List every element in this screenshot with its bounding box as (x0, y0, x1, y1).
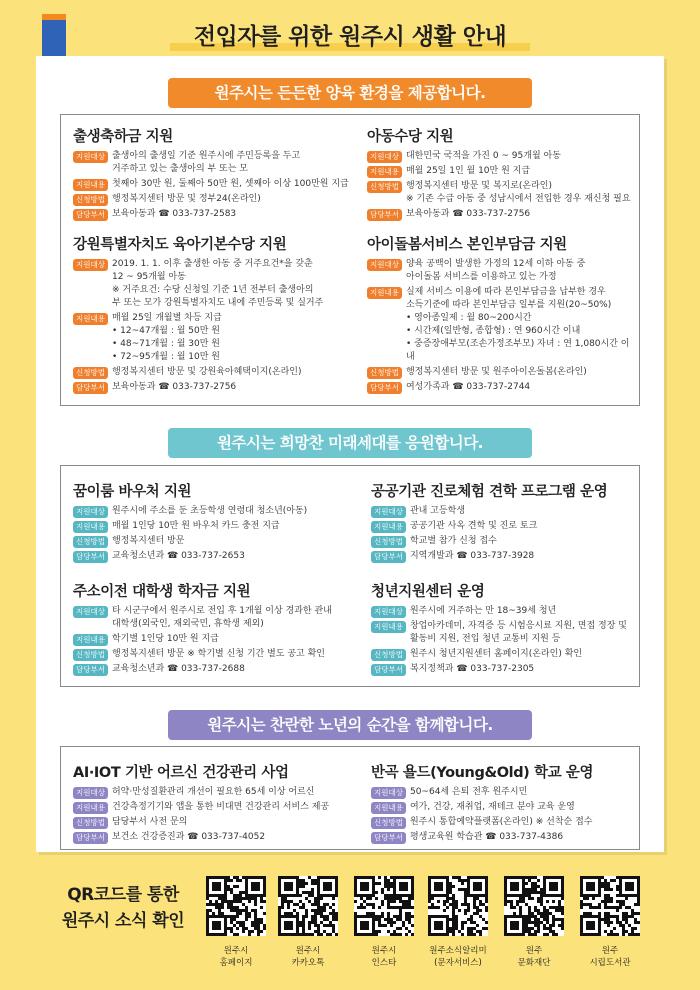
row-text (406, 286, 637, 364)
info-row (371, 535, 637, 548)
row-text-line: 행정복지센터 방문 (111, 536, 185, 546)
row-text (112, 786, 315, 799)
row-text-line: 대한민국 국적을 가진 0 ~ 95개월 아동 (405, 151, 561, 161)
qr-label: 카카오톡 (291, 958, 325, 968)
row-text (112, 366, 302, 379)
row-text-line: 보육아동과 ☎ 033-737-2583 (111, 209, 237, 219)
qr-kakaotalk[interactable] (272, 876, 344, 969)
row-tag: 지원대상 (73, 787, 108, 799)
row-text-line: 여성가족과 ☎ 033-737-2744 (405, 382, 531, 392)
row-text-line: 원주시 통합예약플랫폼(온라인) ※ 선착순 접수 (409, 817, 593, 827)
row-tag: 지원대상 (371, 506, 406, 518)
card-senior-healthcare (73, 761, 363, 846)
row-tag: 신청방법 (371, 649, 406, 661)
row-text (410, 520, 537, 533)
info-row (371, 605, 637, 618)
row-text (112, 663, 245, 676)
card-birth-grant (73, 125, 359, 223)
row-text (406, 258, 585, 284)
card-child-allowance (367, 125, 633, 223)
info-row (73, 648, 363, 661)
row-text (112, 381, 236, 394)
card-title: 주소이전 대학생 학자금 지원 (73, 584, 251, 600)
info-row (73, 786, 363, 799)
row-text-line: 행정복지센터 방문 및 정부24(온라인) (111, 194, 261, 204)
row-tag: 담당부서 (371, 832, 406, 844)
card-title: 아이돌봄서비스 본인부담금 지원 (367, 237, 567, 253)
row-tag: 지원내용 (367, 287, 402, 299)
row-text-line: 공공기관 사옥 견학 및 진로 토크 (409, 521, 538, 531)
info-row (371, 663, 637, 676)
row-tag: 담당부서 (73, 664, 108, 676)
info-row (367, 286, 637, 364)
qr-label: 원주 (525, 946, 543, 956)
row-tag: 담당부서 (367, 209, 402, 221)
qr-label: 문화재단 (517, 958, 551, 968)
row-text-line: ※ 기존 수급 아동 중 성남시에서 전입한 경우 재신청 필요 (405, 194, 631, 204)
row-text (112, 831, 265, 844)
row-text-line: 행정복지센터 방문 및 강원육아혜택이지(온라인) (111, 367, 302, 377)
row-text-line: 원주시에 거주하는 만 18~39세 청년 (409, 606, 557, 616)
row-text-line: ※ 거주요건: 수당 신청일 기준 1년 전부터 출생아의 (111, 285, 314, 295)
info-row (73, 178, 359, 191)
row-tag: 지원대상 (73, 506, 108, 518)
row-text-line: • 48~71개월 : 월 30만 원 (111, 339, 220, 349)
info-row (367, 258, 637, 284)
row-text (112, 535, 184, 548)
card-title: 출생축하금 지원 (73, 129, 173, 145)
row-tag: 신청방법 (371, 536, 406, 548)
row-tag: 지원대상 (367, 259, 402, 271)
row-tag: 담당부서 (367, 382, 402, 394)
row-tag: 지원대상 (367, 151, 402, 163)
row-text-line: 실제 서비스 이용에 따라 본인부담금을 납부한 경우 (405, 287, 606, 297)
info-row (371, 550, 637, 563)
info-row (73, 801, 363, 814)
info-row (73, 366, 359, 379)
row-text (112, 312, 222, 364)
row-text (112, 520, 280, 533)
card-career-tour (371, 480, 637, 565)
info-row (371, 620, 637, 646)
card-title: 반곡 욜드(Young&Old) 학교 운영 (371, 765, 594, 781)
qr-city-library[interactable] (574, 876, 646, 969)
info-row (73, 150, 359, 176)
card-title: 아동수당 지원 (367, 129, 454, 145)
row-tag: 지원대상 (73, 606, 108, 618)
card-parenting-allowance (73, 233, 359, 396)
row-tag: 담당부서 (73, 209, 108, 221)
row-text-line: 행정복지센터 방문 ※ 학기별 신청 기간 별도 공고 확인 (111, 649, 325, 659)
row-tag: 신청방법 (73, 536, 108, 548)
row-text (410, 786, 527, 799)
row-text (410, 550, 534, 563)
card-title: 청년지원센터 운영 (371, 584, 485, 600)
info-row (73, 193, 359, 206)
info-row (73, 663, 363, 676)
row-text-line: 부 또는 모가 강원특별자치도 내에 주민등록 및 실거주 (111, 298, 324, 308)
row-text-line: 보건소 건강증진과 ☎ 033-737-4052 (111, 832, 266, 842)
row-tag: 지원내용 (73, 313, 108, 325)
row-text-line: 평생교육원 학습관 ☎ 033-737-4386 (409, 832, 564, 842)
row-tag: 담당부서 (73, 551, 108, 563)
info-row (371, 786, 637, 799)
row-text (410, 648, 582, 661)
qr-title-line: QR코드를 통한 (67, 885, 179, 905)
qr-code-icon[interactable] (428, 876, 488, 936)
row-text-line: 교육청소년과 ☎ 033-737-2688 (111, 664, 245, 674)
info-row (371, 648, 637, 661)
row-text-line: 매월 25일 개월별 차등 지급 (111, 313, 222, 323)
row-text (410, 620, 627, 646)
info-row (73, 258, 359, 310)
row-text-line: 여가, 건강, 재취업, 재테크 분야 교육 운영 (409, 802, 575, 812)
info-row (73, 208, 359, 221)
info-row (73, 535, 363, 548)
section-banner-childcare: 원주시는 든든한 양육 환경을 제공합니다. (168, 78, 532, 108)
row-text (406, 165, 530, 178)
row-text-line: 행정복지센터 방문 및 원주아이온돌봄(온라인) (405, 367, 587, 377)
qr-code-icon[interactable] (354, 876, 414, 936)
row-text-line: 아이돌봄 서비스를 이용하고 있는 가정 (405, 272, 557, 282)
card-title: AI·IOT 기반 어르신 건강관리 사업 (73, 765, 289, 781)
row-text-line: 관내 고등학생 (409, 506, 466, 516)
row-tag: 신청방법 (73, 817, 108, 829)
qr-code-icon[interactable] (278, 876, 338, 936)
row-text-line: 매월 25일 1인 월 10만 원 지급 (405, 166, 531, 176)
row-text-line: 창업아카데미, 자격증 등 시험응시료 지원, 면접 정장 및 (409, 621, 628, 631)
qr-homepage[interactable] (200, 876, 272, 969)
row-text (406, 381, 530, 394)
section-banner-youth: 원주시는 희망찬 미래세대를 응원합니다. (168, 428, 532, 458)
row-tag: 담당부서 (73, 382, 108, 394)
qr-code-icon[interactable] (580, 876, 640, 936)
row-tag: 신청방법 (371, 817, 406, 829)
row-tag: 담당부서 (371, 551, 406, 563)
qr-section-title (48, 882, 198, 934)
row-tag: 지원내용 (371, 521, 406, 533)
row-text (410, 663, 534, 676)
row-text-line: • 12~47개월 : 월 50만 원 (111, 326, 220, 336)
row-tag: 지원대상 (371, 606, 406, 618)
qr-culture-foundation[interactable] (498, 876, 570, 969)
row-text-line: 지역개발과 ☎ 033-737-3928 (409, 551, 535, 561)
row-tag: 지원대상 (73, 151, 108, 163)
row-text-line: 학기별 1인당 10만 원 지급 (111, 634, 219, 644)
info-row (73, 505, 363, 518)
qr-title-line: 원주시 소식 확인 (61, 911, 185, 931)
row-text (112, 505, 307, 518)
qr-label: 시립도서관 (589, 958, 631, 968)
qr-code-icon[interactable] (504, 876, 564, 936)
row-text-line: 2019. 1. 1. 이후 출생한 아동 중 거주요건*을 갖춘 (111, 259, 313, 269)
qr-label: 원주소식알리미 (429, 946, 487, 956)
row-text-line: 교육청소년과 ☎ 033-737-2653 (111, 551, 245, 561)
qr-sms-news[interactable] (422, 876, 494, 969)
row-text-line: 거주하고 있는 출생아의 부 또는 모 (111, 164, 249, 174)
row-tag: 지원내용 (371, 802, 406, 814)
row-tag: 지원대상 (73, 259, 108, 271)
row-text-line: 12 ~ 95개월 아동 (111, 272, 186, 282)
row-text-line: 타 시군구에서 원주시로 전입 후 1개월 이상 경과한 관내 (111, 606, 332, 616)
qr-code-icon[interactable] (206, 876, 266, 936)
row-tag: 담당부서 (371, 664, 406, 676)
row-text-line: 보육아동과 ☎ 033-737-2756 (111, 382, 237, 392)
row-text (112, 550, 245, 563)
row-text-line: • 72~95개월 : 월 10만 원 (111, 352, 220, 362)
section-box-seniors (60, 746, 640, 850)
qr-label: 원주시 (223, 946, 249, 956)
row-tag: 신청방법 (367, 367, 402, 379)
qr-label: 인스타 (371, 958, 397, 968)
row-tag: 지원대상 (371, 787, 406, 799)
info-row (367, 208, 633, 221)
qr-label: 원주 (601, 946, 619, 956)
info-row (367, 180, 633, 206)
row-tag: 지원내용 (73, 802, 108, 814)
qr-label: (문자서비스) (434, 958, 482, 968)
info-row (371, 505, 637, 518)
card-title: 꿈이룸 바우처 지원 (73, 484, 192, 500)
row-text (410, 801, 575, 814)
row-text-line: 허약·만성질환관리 개선이 필요한 65세 이상 어르신 (111, 787, 315, 797)
row-tag: 지원내용 (73, 521, 108, 533)
qr-label: 원주시 (371, 946, 397, 956)
row-text-line: 보육아동과 ☎ 033-737-2756 (405, 209, 531, 219)
row-text-line: 출생아의 출생일 기준 원주시에 주민등록을 두고 (111, 151, 301, 161)
info-row (367, 150, 633, 163)
row-text (410, 816, 593, 829)
info-row (371, 816, 637, 829)
row-text-line: 원주시 청년지원센터 홈페이지(온라인) 확인 (409, 649, 583, 659)
page-title: 전입자를 위한 원주시 생활 안내 (193, 24, 507, 50)
row-text (112, 258, 323, 310)
row-text (112, 150, 300, 176)
row-text (112, 816, 187, 829)
card-yold-school (371, 761, 637, 846)
row-tag: 지원내용 (371, 621, 406, 633)
row-text-line: 복지정책과 ☎ 033-737-2305 (409, 664, 535, 674)
row-text (406, 180, 631, 206)
qr-label: 홈페이지 (219, 958, 253, 968)
qr-instagram[interactable] (348, 876, 420, 969)
row-tag: 신청방법 (73, 367, 108, 379)
row-text (112, 605, 332, 631)
info-row (73, 550, 363, 563)
card-childcare-service (367, 233, 637, 396)
info-row (367, 381, 637, 394)
row-text (406, 366, 587, 379)
row-text-line: 행정복지센터 방문 및 복지로(온라인) (405, 181, 553, 191)
section-banner-seniors: 원주시는 찬란한 노년의 순간을 함께합니다. (168, 710, 532, 740)
info-row (371, 520, 637, 533)
info-row (73, 633, 363, 646)
card-student-scholarship (73, 580, 363, 678)
row-text-line: 원주시에 주소를 둔 초등학생 연령대 청소년(아동) (111, 506, 308, 516)
row-text (112, 193, 261, 206)
row-text (406, 208, 530, 221)
row-text (410, 505, 465, 518)
row-text (410, 535, 497, 548)
row-text (410, 831, 563, 844)
qr-label: 원주시 (295, 946, 321, 956)
row-tag: 담당부서 (73, 832, 108, 844)
row-text (410, 605, 556, 618)
card-youth-center (371, 580, 637, 678)
card-title: 공공기관 진로체험 견학 프로그램 운영 (371, 484, 608, 500)
row-text (112, 178, 349, 191)
row-text-line: 양육 공백이 발생한 가정의 12세 이하 아동 중 (405, 259, 586, 269)
row-text-line: 대학생(외국인, 재외국민, 휴학생 제외) (111, 619, 264, 629)
row-text-line: 소득기준에 따라 본인부담금 일부를 지원(20~50%) (405, 300, 612, 310)
row-text (112, 648, 325, 661)
info-row (73, 312, 359, 364)
row-text-line: 건강측정기기와 앱을 통한 비대면 건강관리 서비스 제공 (111, 802, 330, 812)
row-text (112, 801, 329, 814)
info-row (367, 366, 637, 379)
card-title: 강원특별자치도 육아기본수당 지원 (73, 237, 287, 253)
info-row (371, 831, 637, 844)
row-text-line: 매월 1인당 10만 원 바우처 카드 충전 지급 (111, 521, 280, 531)
row-tag: 지원내용 (73, 634, 108, 646)
info-row (73, 605, 363, 631)
card-dream-voucher (73, 480, 363, 565)
row-text-line: 첫째아 30만 원, 둘째아 50만 원, 셋째아 이상 100만원 지급 (111, 179, 349, 189)
row-text (406, 150, 561, 163)
row-text-line: 50~64세 은퇴 전후 원주시민 (409, 787, 528, 797)
row-text-line: 담당부서 사전 문의 (111, 817, 188, 827)
info-row (371, 801, 637, 814)
info-row (73, 381, 359, 394)
row-text-line: • 영아종일제 : 월 80~200시간 (405, 313, 532, 323)
row-tag: 지원내용 (73, 179, 108, 191)
row-tag: 지원내용 (367, 166, 402, 178)
info-row (73, 831, 363, 844)
info-row (73, 816, 363, 829)
row-text (112, 633, 219, 646)
row-tag: 신청방법 (73, 649, 108, 661)
info-row (73, 520, 363, 533)
section-box-youth (60, 465, 640, 687)
row-text-line: • 중증장애부모(조손가정조부모) 자녀 : 연 1,080시간 이내 (405, 339, 630, 362)
row-text (112, 208, 236, 221)
row-text-line: 학교별 참가 신청 접수 (409, 536, 497, 546)
row-tag: 신청방법 (367, 181, 402, 193)
section-box-childcare (60, 114, 640, 406)
row-tag: 신청방법 (73, 194, 108, 206)
row-text-line: 활동비 지원, 전입 청년 교통비 지원 등 (409, 634, 561, 644)
row-text-line: • 시간제(일반형, 종합형) : 연 960시간 이내 (405, 326, 581, 336)
info-row (367, 165, 633, 178)
